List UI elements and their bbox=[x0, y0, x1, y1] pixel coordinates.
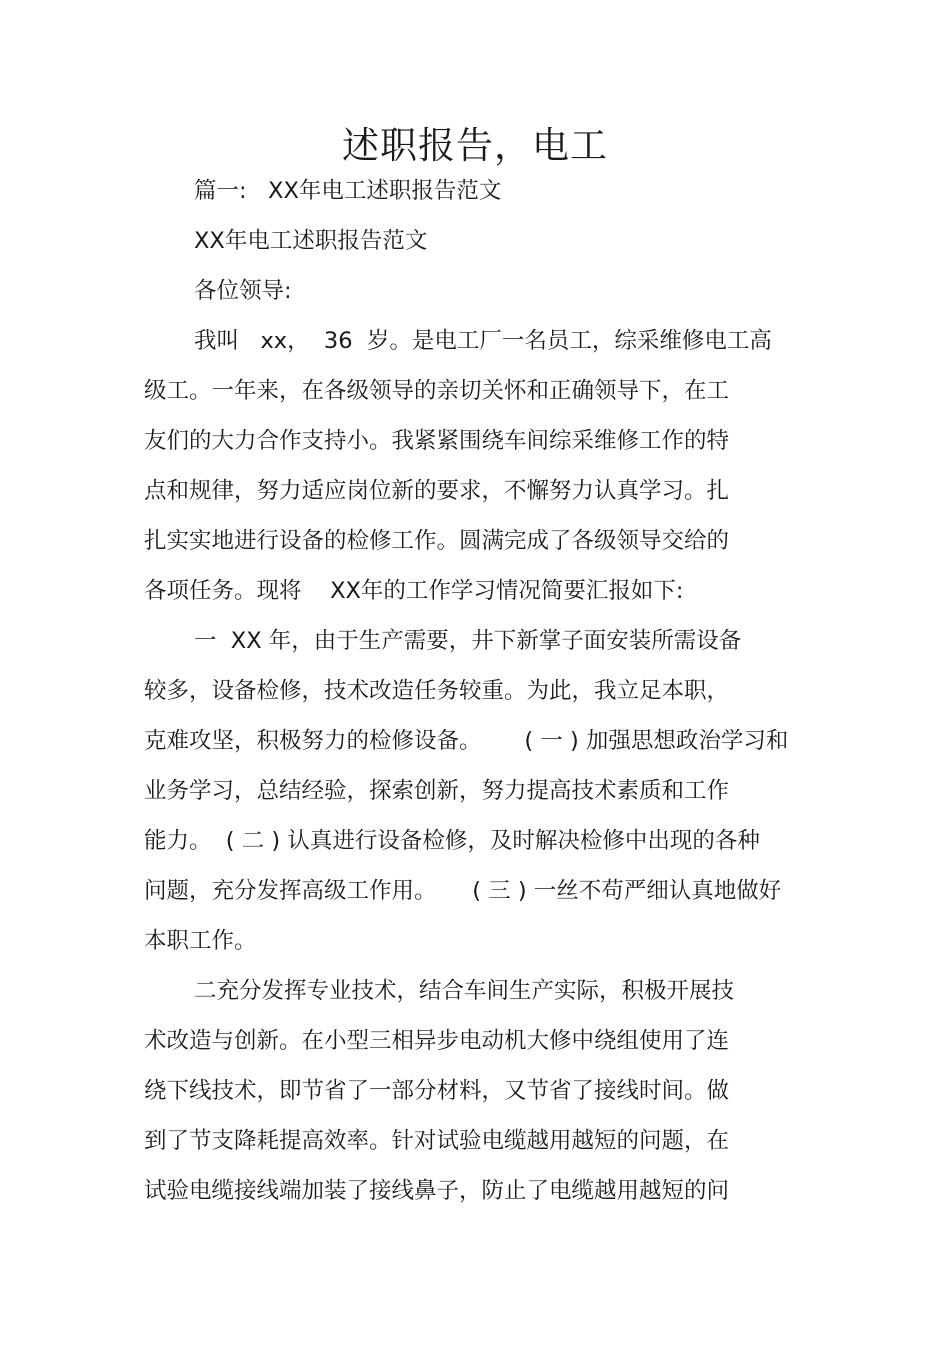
body-line: 一 XX 年，由于生产需要，井下新掌子面安装所需设备 bbox=[194, 628, 742, 654]
body-line: 二充分发挥专业技术，结合车间生产实际，积极开展技 bbox=[194, 978, 735, 1004]
body-line: 扎实实地进行设备的检修工作。圆满完成了各级领导交给的 bbox=[144, 528, 730, 554]
body-line: 到了节支降耗提高效率。针对试验电缆越用越短的问题，在 bbox=[144, 1128, 730, 1154]
body-line: 业务学习，总结经验，探索创新，努力提高技术素质和工作 bbox=[144, 778, 730, 804]
body-line: 术改造与创新。在小型三相异步电动机大修中绕组使用了连 bbox=[144, 1028, 730, 1054]
body-line: 友们的大力合作支持小。我紧紧围绕车间综采维修工作的特 bbox=[144, 428, 730, 454]
body-line: 较多，设备检修，技术改造任务较重。为此，我立足本职， bbox=[144, 678, 730, 704]
body-line: 各项任务。现将 XX年的工作学习情况简要汇报如下: bbox=[144, 578, 684, 604]
body-line: 级工。一年来，在各级领导的亲切关怀和正确领导下，在工 bbox=[144, 378, 730, 404]
subtitle-line: XX年电工述职报告范文 bbox=[194, 228, 428, 254]
document-title: 述职报告，电工 bbox=[342, 124, 608, 167]
body-line: 试验电缆接线端加装了接线鼻子，防止了电缆越用越短的问 bbox=[144, 1178, 730, 1204]
body-line: 克难攻坚，积极努力的检修设备。 ( 一 ) 加强思想政治学习和 bbox=[144, 728, 789, 754]
body-line: 问题，充分发挥高级工作用。 ( 三 ) 一丝不苟严细认真地做好 bbox=[144, 878, 782, 904]
body-line: 我叫 xx， 36 岁。是电工厂一名员工，综采维修电工高 bbox=[194, 328, 772, 354]
salutation-line: 各位领导: bbox=[194, 278, 292, 304]
body-line: 点和规律，努力适应岗位新的要求，不懈努力认真学习。扎 bbox=[144, 478, 730, 504]
body-line: 能力。 ( 二 ) 认真进行设备检修，及时解决检修中出现的各种 bbox=[144, 828, 760, 854]
section-heading: 篇一: XX年电工述职报告范文 bbox=[194, 178, 502, 204]
body-line: 绕下线技术，即节省了一部分材料，又节省了接线时间。做 bbox=[144, 1078, 730, 1104]
body-line: 本职工作。 bbox=[144, 928, 257, 954]
